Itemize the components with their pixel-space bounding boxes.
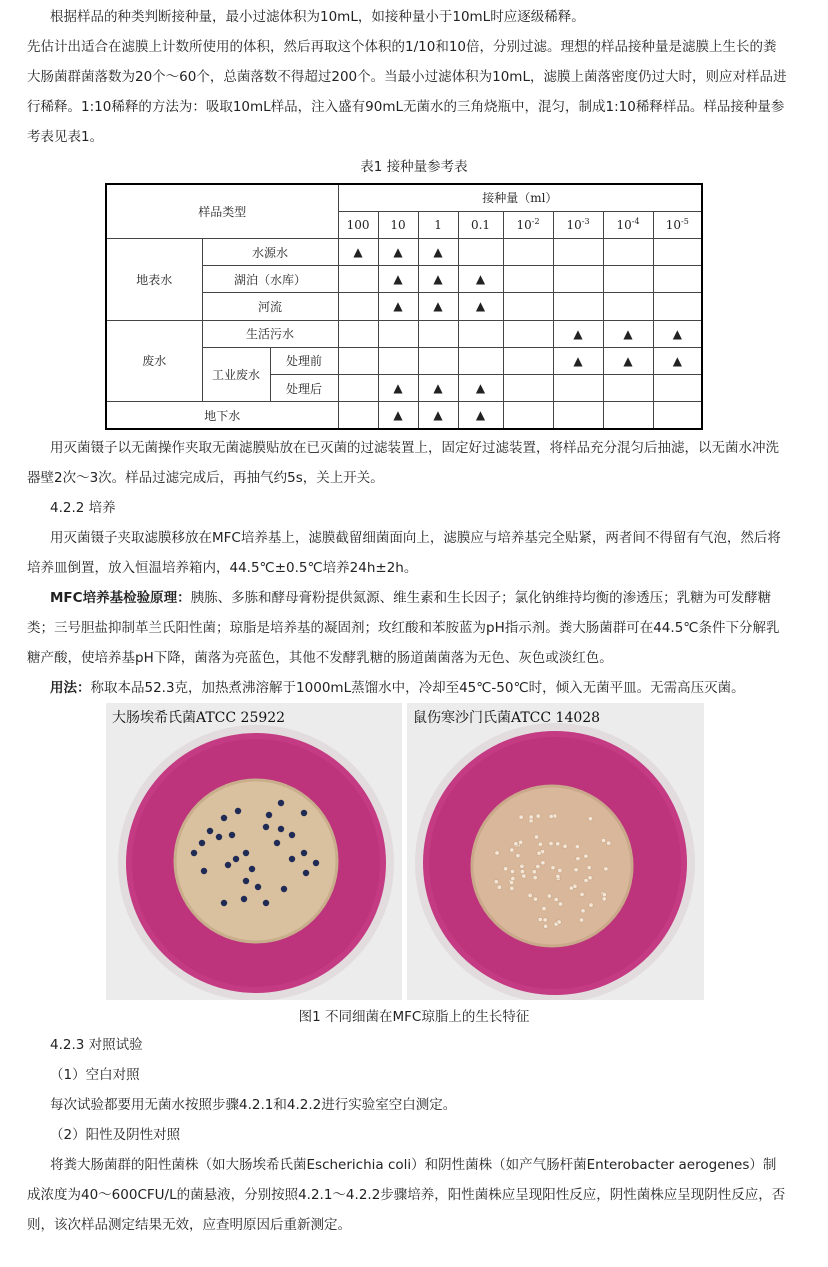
pale-colony — [536, 814, 540, 818]
mark-cell — [553, 347, 603, 374]
pale-colony — [569, 886, 573, 890]
pale-colony — [538, 917, 542, 921]
triangle-mark-icon: ▲ — [393, 245, 403, 260]
col-header-3 — [458, 211, 503, 238]
pale-colony — [576, 856, 580, 860]
mark-cell — [653, 320, 702, 347]
col-header-exponent: -4 — [631, 217, 640, 227]
mark-cell — [653, 238, 702, 265]
panel-e-coli — [106, 703, 402, 1000]
blue-colony — [263, 900, 269, 906]
col-header-6 — [603, 211, 653, 238]
pale-colony — [532, 870, 536, 874]
mark-cell — [458, 266, 503, 293]
col-header-value: 1 — [434, 217, 442, 232]
mark-cell — [338, 293, 378, 320]
col-header-value: 10 — [516, 218, 532, 233]
mark-cell — [378, 266, 418, 293]
row-label: 生活污水 — [202, 320, 338, 347]
col-header-exponent: -5 — [681, 217, 689, 227]
row-label: 处理前 — [270, 347, 338, 374]
triangle-mark-icon: ▲ — [475, 381, 486, 396]
triangle-mark-icon: ▲ — [433, 408, 443, 423]
triangle-mark-icon: ▲ — [672, 326, 682, 341]
pale-colony — [520, 864, 524, 868]
mark-cell — [378, 375, 418, 402]
pale-colony — [551, 865, 555, 869]
inoculum-reference-table — [105, 183, 701, 430]
group-industrial-wastewater: 工业废水 — [202, 347, 270, 401]
mark-cell — [553, 266, 603, 293]
pale-colony — [534, 835, 538, 839]
row-label: 河流 — [202, 293, 338, 320]
blue-colony — [207, 828, 213, 834]
mark-cell — [553, 293, 603, 320]
triangle-mark-icon: ▲ — [475, 272, 486, 287]
blue-colony — [266, 812, 272, 818]
mark-cell — [338, 320, 378, 347]
mark-cell — [338, 375, 378, 402]
col-header-value: 0.1 — [470, 217, 491, 232]
triangle-mark-icon: ▲ — [623, 353, 633, 368]
triangle-mark-icon: ▲ — [672, 353, 682, 368]
col-header-exponent: -3 — [581, 217, 590, 227]
triangle-mark-icon: ▲ — [623, 326, 633, 341]
mark-cell — [503, 293, 553, 320]
mark-cell — [503, 320, 553, 347]
pale-colony — [536, 864, 540, 868]
mark-cell — [418, 320, 458, 347]
pale-colony — [602, 892, 606, 896]
blue-colony — [249, 866, 255, 872]
blue-colony — [233, 856, 239, 862]
mark-cell — [458, 347, 503, 374]
pale-colony — [543, 924, 547, 928]
blue-colony — [263, 824, 269, 830]
pale-colony — [511, 876, 515, 880]
mark-cell — [418, 347, 458, 374]
mark-cell — [458, 238, 503, 265]
mark-cell — [503, 238, 553, 265]
mark-cell — [418, 293, 458, 320]
pale-colony — [604, 867, 608, 871]
label-salmonella: 鼠伤寒沙门氏菌ATCC 14028 — [413, 710, 601, 726]
mark-cell — [458, 402, 503, 429]
triangle-mark-icon: ▲ — [475, 299, 486, 314]
col-header-0 — [338, 211, 378, 238]
mark-cell — [503, 402, 553, 429]
paragraph-inoculum: 根据样品的种类判断接种量，最小过滤体积为10mL，如接种量小于10mL时应逐级稀释。 — [50, 9, 585, 25]
blue-colony — [229, 832, 235, 838]
blue-colony — [303, 870, 309, 876]
pale-colony — [543, 918, 547, 922]
col-header-value: 100 — [346, 217, 370, 232]
triangle-mark-icon: ▲ — [475, 408, 486, 423]
pale-colony — [549, 814, 553, 818]
pale-colony — [529, 815, 533, 819]
mark-cell — [418, 375, 458, 402]
triangle-mark-icon: ▲ — [573, 353, 583, 368]
col-header-2 — [418, 211, 458, 238]
mark-cell — [378, 402, 418, 429]
pale-colony — [588, 816, 592, 820]
col-header-value: 10 — [616, 218, 632, 233]
blue-colony — [301, 850, 307, 856]
triangle-mark-icon: ▲ — [433, 299, 443, 314]
blue-colony — [221, 900, 227, 906]
pale-colony — [503, 867, 507, 871]
mark-cell — [378, 238, 418, 265]
pale-colony — [518, 840, 522, 844]
blue-colony — [281, 886, 287, 892]
pale-colony — [575, 844, 579, 848]
mark-cell — [503, 266, 553, 293]
group-surface-water: 地表水 — [106, 238, 202, 320]
pale-colony — [528, 893, 532, 897]
pale-colony — [533, 875, 537, 879]
blue-colony — [278, 800, 284, 806]
paragraph-positive-negative-control: 将粪大肠菌群的阳性菌株（如大肠埃希氏菌Escherichia coli）和阴性菌株（如产气肠杆菌Enterobacter aerogenes）制成浓度为40～600CFU/L的菌悬液，分别按照4.2.1～4.2.2步骤培养，阳性菌株应呈现阳性反应，阴性菌株应呈现阴性反应，否则，该次样品测定结果无效，应查明原因后重新测定。 — [27, 1157, 786, 1233]
petri-dish-salmonella-image — [407, 703, 704, 1000]
pale-colony — [533, 897, 537, 901]
col-header-5 — [553, 211, 603, 238]
triangle-mark-icon: ▲ — [573, 326, 583, 341]
pale-colony — [587, 865, 591, 869]
paragraph-blank-control: 每次试验都要用无菌水按照步骤4.2.1和4.2.2进行实验室空白测定。 — [50, 1097, 457, 1113]
mark-cell — [338, 402, 378, 429]
petri-dish-figure — [106, 703, 704, 1000]
mark-cell — [603, 347, 653, 374]
pale-colony — [581, 909, 585, 913]
row-label: 湖泊（水库） — [202, 266, 338, 293]
text-usage: 称取本品52.3克，加热煮沸溶解于1000mL蒸馏水中，冷却至45℃-50℃时，倾入无菌平皿。无需高压灭菌。 — [90, 680, 745, 696]
blue-colony — [225, 862, 231, 868]
triangle-mark-icon: ▲ — [353, 245, 363, 260]
label-usage: 用法： — [50, 680, 91, 696]
subheading-blank-control: （1）空白对照 — [50, 1067, 140, 1083]
row-label: 处理后 — [270, 375, 338, 402]
label-mfc-principle: MFC培养基检验原理： — [50, 590, 191, 606]
mark-cell — [603, 238, 653, 265]
section-heading-4-2-2: 4.2.2 培养 — [50, 500, 116, 516]
blue-colony — [313, 860, 319, 866]
pale-colony — [547, 894, 551, 898]
mark-cell — [338, 266, 378, 293]
pale-colony — [510, 869, 514, 873]
row-label: 水源水 — [202, 238, 338, 265]
pale-colony — [554, 897, 558, 901]
blue-colony — [216, 834, 222, 840]
mark-cell — [553, 375, 603, 402]
blue-colony — [201, 868, 207, 874]
pale-colony — [558, 868, 562, 872]
mark-cell — [653, 347, 702, 374]
col-header-4 — [503, 211, 553, 238]
blue-colony — [243, 878, 249, 884]
mark-cell — [603, 375, 653, 402]
pale-colony — [537, 851, 541, 855]
mark-cell — [603, 266, 653, 293]
pale-colony — [519, 815, 523, 819]
pale-colony — [557, 920, 561, 924]
label-e-coli: 大肠埃希氏菌ATCC 25922 — [112, 710, 286, 726]
triangle-mark-icon: ▲ — [433, 245, 443, 260]
triangle-mark-icon: ▲ — [433, 272, 443, 287]
group-wastewater: 废水 — [106, 320, 202, 402]
mark-cell — [603, 320, 653, 347]
pale-colony — [538, 842, 542, 846]
petri-dish-e-coli-image — [106, 703, 402, 1000]
pale-colony — [556, 874, 560, 878]
paragraph-filtration: 用灭菌镊子以无菌操作夹取无菌滤膜贴放在已灭菌的过滤装置上，固定好过滤装置，将样品充分混匀后抽滤，以无菌水冲洗器壁2次～3次。样品过滤完成后，再抽气约5s，关上开关。 — [27, 440, 779, 486]
mark-cell — [378, 320, 418, 347]
mark-cell — [503, 375, 553, 402]
mark-cell — [458, 375, 503, 402]
pale-colony — [558, 902, 562, 906]
pale-colony — [497, 885, 501, 889]
pale-colony — [584, 878, 588, 882]
mark-cell — [653, 266, 702, 293]
mark-cell — [458, 293, 503, 320]
pale-colony — [574, 868, 578, 872]
blue-colony — [235, 808, 241, 814]
pale-colony — [588, 876, 592, 880]
blue-colony — [289, 832, 295, 838]
pale-colony — [602, 897, 606, 901]
table-caption: 表1 接种量参考表 — [360, 159, 468, 175]
mark-cell — [458, 320, 503, 347]
mark-cell — [338, 238, 378, 265]
figure-caption: 图1 不同细菌在MFC琼脂上的生长特征 — [298, 1009, 530, 1025]
blue-colony — [255, 884, 261, 890]
pale-colony — [522, 874, 526, 878]
pale-colony — [601, 838, 605, 842]
col-header-value: 10 — [390, 217, 406, 232]
text-mfc-principle: 胰胨、多胨和酵母膏粉提供氮源、维生素和生长因子；氯化钠维持均衡的渗透压；乳糖为可发酵糖类；三号胆盐抑制革兰氏阳性菌；琼脂是培养基的凝固剂；玫红酸和苯胺蓝为pH指示剂。粪大肠菌群可在44.5℃条件下分解乳糖产酸，使培养基pH下降，菌落为亮蓝色，其他不发酵乳糖的肠道菌菌落为无色、灰色或淡红色。 — [27, 590, 780, 666]
triangle-mark-icon: ▲ — [393, 381, 403, 396]
mark-cell — [378, 293, 418, 320]
mark-cell — [653, 293, 702, 320]
blue-colony — [278, 826, 284, 832]
blue-colony — [289, 856, 295, 862]
pale-colony — [542, 906, 546, 910]
blue-colony — [221, 815, 227, 821]
col-header-value: 10 — [566, 218, 582, 233]
pale-colony — [494, 880, 498, 884]
mark-cell — [653, 402, 702, 429]
mark-cell — [418, 238, 458, 265]
pale-colony — [516, 853, 520, 857]
col-header-value: 10 — [665, 218, 682, 233]
header-sample-type: 样品类型 — [106, 184, 338, 238]
group-groundwater: 地下水 — [106, 402, 338, 429]
subheading-positive-negative-control: （2）阳性及阴性对照 — [50, 1127, 181, 1143]
triangle-mark-icon: ▲ — [393, 272, 403, 287]
mark-cell — [553, 238, 603, 265]
blue-colony — [199, 840, 205, 846]
mark-cell — [378, 347, 418, 374]
blue-colony — [241, 896, 247, 902]
paragraph-usage — [27, 673, 787, 703]
mark-cell — [603, 293, 653, 320]
triangle-mark-icon: ▲ — [393, 408, 403, 423]
section-heading-4-2-3: 4.2.3 对照试验 — [50, 1037, 143, 1053]
blue-colony — [191, 850, 197, 856]
mark-cell — [603, 402, 653, 429]
panel-salmonella — [407, 703, 704, 1000]
blue-colony — [243, 850, 249, 856]
header-inoculum-amount: 接种量（ml） — [338, 184, 702, 211]
triangle-mark-icon: ▲ — [393, 299, 403, 314]
pale-colony — [514, 842, 518, 846]
pale-colony — [606, 841, 610, 845]
mark-cell — [338, 347, 378, 374]
col-header-1 — [378, 211, 418, 238]
mark-cell — [418, 266, 458, 293]
pale-colony — [510, 848, 514, 852]
pale-colony — [495, 851, 499, 855]
mark-cell — [653, 375, 702, 402]
blue-colony — [301, 810, 307, 816]
pale-colony — [579, 918, 583, 922]
pale-colony — [580, 892, 584, 896]
pale-colony — [556, 842, 560, 846]
triangle-mark-icon: ▲ — [433, 381, 443, 396]
pale-colony — [541, 861, 545, 865]
pale-colony — [589, 903, 593, 907]
col-header-7 — [653, 211, 702, 238]
col-header-exponent: -2 — [531, 217, 540, 227]
pale-colony — [510, 886, 514, 890]
paragraph-culture: 用灭菌镊子夹取滤膜移放在MFC培养基上，滤膜截留细菌面向上，滤膜应与培养基完全贴紧，两者间不得留有气泡，然后将培养皿倒置，放入恒温培养箱内，44.5℃±0.5℃培养24h±2h。 — [27, 530, 781, 576]
blue-colony — [274, 840, 280, 846]
pale-colony — [584, 854, 588, 858]
mark-cell — [503, 347, 553, 374]
mark-cell — [553, 402, 603, 429]
mark-cell — [418, 402, 458, 429]
mark-cell — [553, 320, 603, 347]
pale-colony — [549, 841, 553, 845]
paragraph-mfc-principle — [27, 583, 787, 673]
pale-colony — [520, 869, 524, 873]
pale-colony — [563, 844, 567, 848]
paragraph-volume: 先估计出适合在滤膜上计数所使用的体积，然后再取这个体积的1/10和10倍，分别过滤。理想的样品接种量是滤膜上生长的粪大肠菌群菌落数为20个～60个，总菌落数不得超过200个。当最小过滤体积为10mL，滤膜上菌落密度仍过大时，则应对样品进行稀释。1:10稀释的方法为：吸取10mL样品，注入盛有90mL无菌水的三角烧瓶中，混匀，制成1:10稀释样品。样品接种量参考表见表1。 — [27, 39, 787, 145]
